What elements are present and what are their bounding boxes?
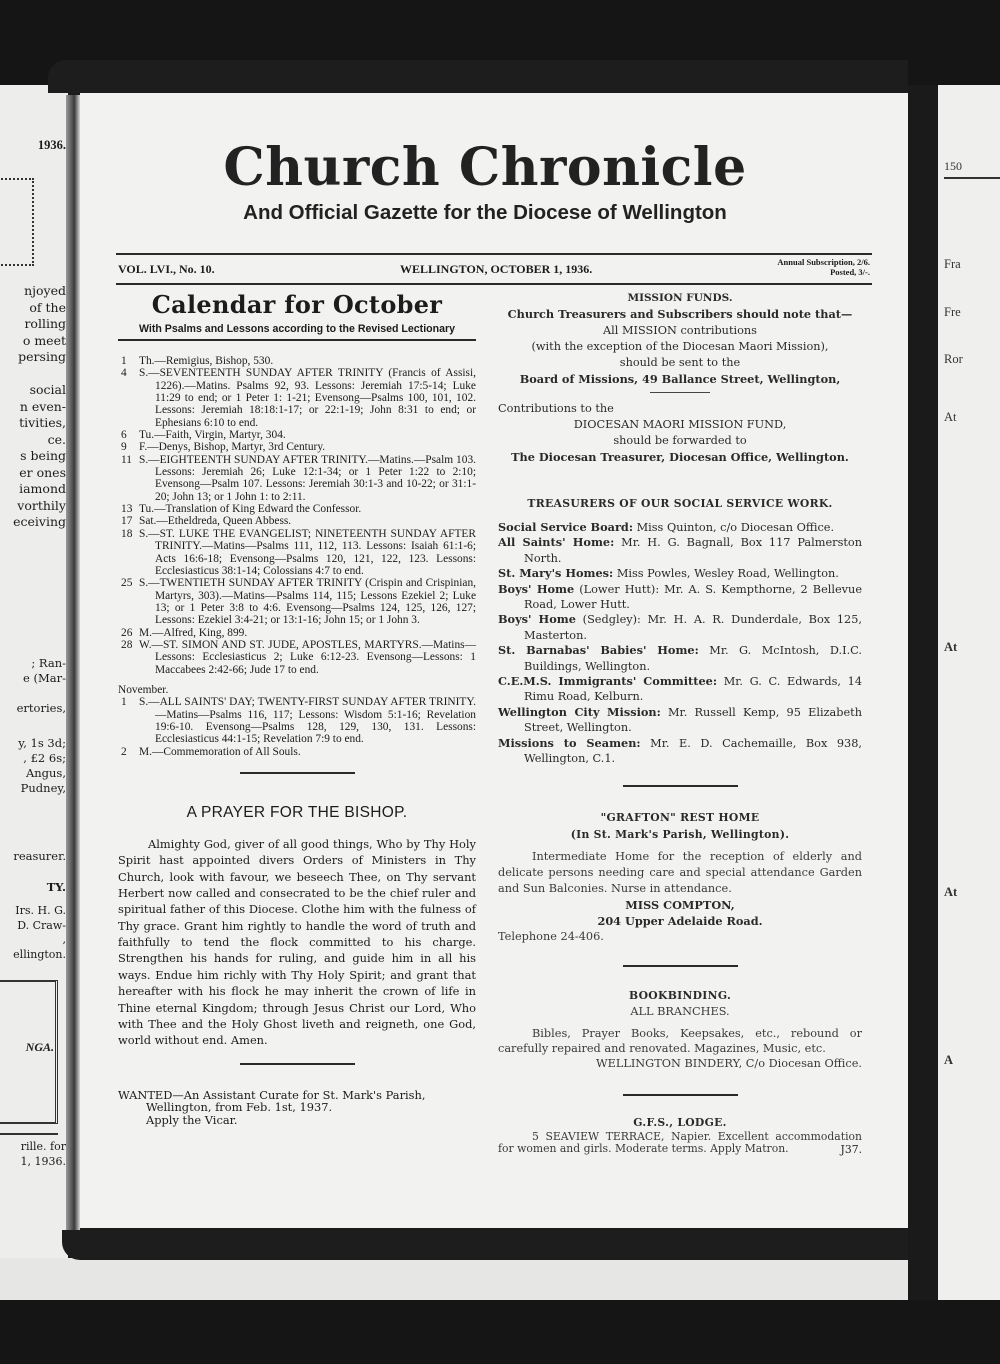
- adjacent-page-right: [938, 85, 1000, 1300]
- section-divider: [240, 1063, 355, 1065]
- calendar-entry: [118, 503, 476, 515]
- left-fragment-line: rille. for: [20, 1140, 66, 1153]
- left-fragment-line: 1, 1936.: [20, 1154, 66, 1168]
- prayer-title: A PRAYER FOR THE BISHOP.: [186, 804, 408, 822]
- treasurer-entry-name: Social Service Board:: [498, 520, 633, 534]
- treasurer-entry-detail: (Lower Hutt): Mr. A. S. Kempthorne, 2 Bellevue Road, Lower Hutt.: [524, 582, 863, 612]
- calendar-november-label: November.: [118, 683, 169, 696]
- left-fragment-line: ce.: [47, 431, 66, 447]
- calendar-entry: [118, 515, 476, 527]
- calendar-entry-day: 1: [121, 355, 127, 367]
- mission-funds-text: Church Treasurers and Subscribers should note that—: [507, 307, 853, 321]
- grafton-body: Intermediate Home for the reception of elderly and delicate persons needing care and special attendance Garden and Sun Balconies. Nurse in attendance.: [498, 849, 862, 895]
- treasurer-entry-name: Boys' Home: [498, 581, 575, 596]
- calendar-entry-day: 13: [121, 503, 133, 516]
- left-fragment-text: TY.: [46, 880, 66, 894]
- grafton-telephone: Telephone 24-406.: [498, 929, 604, 943]
- gfs-lodge-code: J37.: [840, 1142, 862, 1156]
- left-fragment-line: ,: [62, 933, 66, 946]
- left-fragment-line: ellington.: [13, 947, 66, 961]
- calendar-entry-day: 26: [121, 626, 133, 639]
- treasurer-entry-detail: Miss Quinton, c/o Diocesan Office.: [636, 521, 835, 534]
- treasurer-entry: [498, 520, 862, 535]
- treasurer-entry: [498, 566, 862, 581]
- wanted-line: Wellington, from Feb. 1st, 1937.: [146, 1100, 333, 1115]
- treasurer-entry-name: C.E.M.S. Immigrants' Committee:: [498, 674, 718, 689]
- treasurer-entry-name: Boys' Home: [498, 612, 576, 627]
- gfs-lodge-body: 5 SEAVIEW TERRACE, Napier. Excellent accommodation for women and girls. Moderate terms. Apply Matron.: [498, 1129, 862, 1155]
- left-fragment-dotted-box: [0, 178, 34, 266]
- subscription-annual: Annual Subscription, 2/6.: [777, 257, 870, 267]
- left-fragment-rule: [0, 1133, 58, 1135]
- treasurer-entry: [498, 736, 862, 767]
- calendar-entry-text: S.—EIGHTEENTH SUNDAY AFTER TRINITY.—Matins.—Psalm 103. Lessons: Jeremiah 26; Luke 12:1-34; or 1 Peter 1:22 to 2:10; Evensong—Psalm 107. Lessons: Jeremiah 30:1-3 and 10-22; or 31:1-20; John 13; or 1 John 1: to 2:11.: [139, 453, 476, 503]
- mission-funds-line: should be sent to the: [619, 356, 741, 369]
- calendar-entry-day: 28: [121, 638, 133, 651]
- scan-bottom-margin: [0, 1258, 908, 1300]
- calendar-entry-day: 25: [121, 577, 133, 590]
- film-divider-right: [908, 85, 938, 1300]
- treasurer-entry-name: Missions to Seamen:: [498, 735, 641, 750]
- treasurer-entry-detail: (Sedgley): Mr. H. A. R. Dunderdale, Box 125, Masterton.: [524, 613, 863, 642]
- issue-date: WELLINGTON, OCTOBER 1, 1936.: [400, 262, 593, 276]
- calendar-entry-day: 11: [121, 453, 132, 466]
- left-fragment-line: y, 1s 3d;: [18, 736, 66, 750]
- left-fragment-line: [17, 686, 66, 701]
- left-fragment-line: ; Ran-: [31, 656, 66, 670]
- left-fragment-box-text: NGA.: [25, 1040, 54, 1054]
- masthead: [100, 138, 870, 226]
- treasurer-entry-detail: Miss Powles, Wesley Road, Wellington.: [616, 567, 839, 581]
- left-fragment-line: rolling: [24, 316, 66, 331]
- calendar-title: Calendar for October: [151, 290, 443, 319]
- treasurer-entry-name: St. Mary's Homes:: [498, 566, 614, 581]
- calendar-entry: [118, 627, 476, 639]
- treasurer-entry: [498, 535, 862, 566]
- wanted-notice: [118, 1089, 476, 1127]
- left-fragment-text: [13, 283, 66, 531]
- calendar-subtitle: With Psalms and Lessons according to the Revised Lectionary: [118, 322, 476, 341]
- film-border-bottom: [0, 1300, 1000, 1364]
- calendar-entry: [118, 696, 476, 745]
- publication-title: Church Chronicle: [223, 137, 747, 198]
- left-fragment-line: Pudney,: [20, 781, 66, 795]
- right-fragment-line: A: [944, 1053, 954, 1067]
- book-gutter: [66, 95, 80, 1230]
- calendar-entry-text: Sat.—Etheldreda, Queen Abbess.: [139, 515, 292, 528]
- left-fragment-text: [17, 656, 66, 716]
- wanted-line: WANTED—An Assistant Curate for St. Mark's Parish,: [118, 1087, 426, 1102]
- calendar-entry-day: 6: [121, 429, 127, 442]
- masthead-rule-top: [116, 253, 872, 255]
- calendar-entry-text: M.—Alfred, King, 899.: [139, 626, 248, 639]
- calendar-entry: [118, 639, 476, 676]
- calendar-entry: [118, 577, 476, 626]
- left-fragment-line: tivities,: [19, 415, 66, 430]
- left-fragment-line: iamond: [19, 481, 66, 496]
- treasurer-entry-detail: Mr. H. G. Bagnall, Box 117 Palmerston North.: [524, 536, 862, 565]
- calendar-entry-day: 4: [121, 367, 127, 380]
- right-fragment-line: At: [944, 640, 958, 654]
- calendar-entry-day: 1: [121, 696, 127, 709]
- grafton-contact-address: 204 Upper Adelaide Road.: [597, 913, 763, 928]
- calendar-entry-day: 18: [121, 527, 133, 540]
- mission-funds-line: [498, 306, 862, 323]
- section-divider: [650, 392, 710, 393]
- calendar-entry-text: Tu.—Translation of King Edward the Confessor.: [139, 503, 362, 516]
- left-fragment-line: social: [29, 382, 66, 397]
- section-divider: [623, 785, 738, 787]
- treasurer-entry: [498, 582, 862, 613]
- right-fragment-page-number: 150: [944, 159, 962, 173]
- mission-funds-line: DIOCESAN MAORI MISSION FUND,: [573, 418, 787, 431]
- mission-funds-line: All MISSION contributions: [603, 324, 757, 337]
- page-shadow-top: [48, 60, 908, 93]
- treasurer-entry: [498, 643, 862, 674]
- right-fragment-line: Fra: [944, 257, 961, 271]
- page-shadow-bottom: [62, 1230, 908, 1260]
- right-fragment-line: Ror: [944, 352, 963, 366]
- calendar-entry-text: Th.—Remigius, Bishop, 530.: [139, 355, 274, 367]
- left-fragment-year: 1936.: [37, 138, 66, 152]
- left-fragment-line: njoyed: [24, 283, 66, 298]
- calendar-entry-text: F.—Denys, Bishop, Martyr, 3rd Century.: [139, 441, 326, 454]
- treasurers-list: [498, 520, 862, 767]
- right-fragment-line: At: [944, 885, 958, 899]
- calendar-entry-day: 9: [121, 441, 127, 454]
- mission-funds-address: The Diocesan Treasurer, Diocesan Office, Wellington.: [511, 450, 849, 464]
- right-fragment-line: Fre: [944, 305, 961, 319]
- calendar-october-list: [118, 355, 476, 676]
- left-fragment-line: ertories,: [16, 701, 66, 715]
- mission-funds-heading: MISSION FUNDS.: [627, 292, 733, 304]
- mission-funds-address: Board of Missions, 49 Ballance Street, Wellington,: [519, 372, 841, 386]
- calendar-entry-text: S.—ALL SAINTS' DAY; TWENTY-FIRST SUNDAY AFTER TRINITY.—Matins—Psalms 116, 117; Lessons: Wisdom 5:1-16; Revelation 19:6-10. Evensong—Psalms 128, 129, 130, 131. Lessons: Ecclesiasticus 44:1-15; Revelation 7:9 to end.: [139, 696, 476, 746]
- calendar-entry: [118, 429, 476, 441]
- wanted-line: Apply the Vicar.: [146, 1113, 238, 1128]
- right-column: [498, 290, 862, 1156]
- bookbinding-subheading: ALL BRANCHES.: [630, 1004, 730, 1018]
- left-fragment-text: [13, 904, 66, 962]
- treasurer-entry-name: St. Barnabas' Babies' Home:: [498, 643, 699, 658]
- section-divider: [623, 965, 738, 967]
- section-divider: [623, 1094, 738, 1096]
- left-fragment-line: n even-: [19, 398, 66, 414]
- treasurer-entry: [498, 674, 862, 705]
- treasurer-entry-detail: Mr. E. D. Cachemaille, Box 938, Wellington, C.1.: [524, 736, 862, 766]
- calendar-entry-day: 2: [121, 745, 127, 758]
- treasurer-entry: [498, 705, 862, 736]
- mission-funds-line: Contributions to the: [498, 402, 614, 415]
- gfs-lodge-heading: G.F.S., LODGE.: [633, 1115, 727, 1129]
- calendar-entry-text: M.—Commemoration of All Souls.: [139, 745, 301, 758]
- treasurer-entry-name: Wellington City Mission:: [498, 704, 661, 719]
- bookbinding-signoff: WELLINGTON BINDERY, C/o Diocesan Office.: [595, 1056, 862, 1070]
- left-fragment-line: er ones: [19, 464, 66, 480]
- treasurer-entry-detail: Mr. G. C. Edwards, 14 Rimu Road, Kelburn.: [524, 675, 863, 704]
- left-fragment-line: o meet: [22, 332, 66, 348]
- calendar-entry: [118, 528, 476, 577]
- left-fragment-line: persing: [18, 349, 66, 364]
- left-fragment-line: Irs. H. G.: [15, 904, 66, 917]
- adjacent-page-left: [0, 85, 68, 1300]
- calendar-entry: [118, 746, 476, 758]
- subscription-posted: Posted, 3/-.: [830, 267, 870, 277]
- calendar-entry-text: S.—SEVENTEENTH SUNDAY AFTER TRINITY (Francis of Assisi, 1226).—Matins. Psalms 92, 93. Lessons: Jeremiah 17:5-14; Luke 11:29 to end; or 1 Peter 1: 1-21; Evensong—Psalms 100, 101, 102. Lessons: Jeremiah 18:18:1-17; or 22:1-19; John 8:31 to end; or Ephesians 6:10 to end.: [139, 367, 476, 429]
- treasurer-entry-detail: Mr. Russell Kemp, 95 Elizabeth Street, Wellington.: [524, 705, 862, 735]
- calendar-entry: [118, 355, 476, 367]
- right-fragment-line: At: [944, 410, 957, 424]
- left-fragment-text: [21, 1140, 66, 1169]
- publication-subtitle: And Official Gazette for the Diocese of Wellington: [243, 201, 727, 224]
- section-divider: [240, 772, 355, 774]
- left-fragment-line: Angus,: [25, 766, 66, 780]
- volume-number: VOL. LVI., No. 10.: [118, 262, 215, 276]
- grafton-contact-name: MISS COMPTON,: [625, 897, 735, 912]
- left-fragment-line: s being: [20, 448, 66, 463]
- calendar-entry: [118, 441, 476, 453]
- calendar-entry-text: W.—ST. SIMON AND ST. JUDE, APOSTLES, MARTYRS.—Matins—Lessons: Ecclesiasticus 2; Luke 6:12-23. Evensong—Lessons: 1 Maccabees 2:42-66; Jude 17 to end.: [139, 638, 476, 676]
- left-fragment-text: reasurer.: [13, 849, 66, 863]
- left-fragment-line: eceiving: [13, 514, 66, 529]
- issue-info-bar: [118, 258, 870, 280]
- grafton-heading: "GRAFTON" REST HOME: [600, 810, 760, 824]
- subscription-info: [777, 257, 870, 277]
- calendar-entry-text: Tu.—Faith, Virgin, Martyr, 304.: [139, 429, 286, 442]
- mission-funds-line: (with the exception of the Diocesan Maori Mission),: [531, 340, 829, 353]
- treasurer-entry-detail: Mr. G. McIntosh, D.I.C. Buildings, Wellington.: [524, 644, 862, 673]
- calendar-entry: [118, 454, 476, 503]
- treasurer-entry-name: All Saints' Home:: [498, 535, 615, 550]
- left-column: [118, 288, 476, 1127]
- calendar-entry: [118, 367, 476, 429]
- calendar-november-list: [118, 696, 476, 758]
- treasurer-entry: [498, 612, 862, 643]
- left-fragment-line: , £2 6s;: [23, 751, 66, 765]
- left-fragment-line: e (Mar-: [23, 671, 66, 685]
- left-fragment-line: of the: [29, 299, 66, 315]
- left-fragment-line: D. Craw-: [17, 918, 66, 932]
- grafton-subheading: (In St. Mark's Parish, Wellington).: [570, 827, 790, 841]
- calendar-entry-day: 17: [121, 515, 133, 528]
- prayer-body: Almighty God, giver of all good things, Who by Thy Holy Spirit hast appointed divers Orders of Ministers in Thy Church, look with favour, we beseech Thee, on Thy servant Herbert now called and consecrated to be the chief ruler and spiritual father of this Diocese. Clothe him with the fulness of Thy grace. Grant him rightly to handle the word of truth and faithfully to tend the flock committed to his charge. Strengthen his hands for ruling, and guide him in all his ways. Endue him richly with Thy Holy Spirit; and grant that hereafter with his flock he may inherit the crown of life in Thine eternal Kingdom; through Jesus Christ our Lord, Who with Thee and the Holy Ghost liveth and reigneth, one God, world without end. Amen.: [118, 837, 476, 1048]
- left-fragment-line: vorthily: [17, 497, 66, 513]
- mission-funds-line: should be forwarded to: [613, 434, 747, 447]
- calendar-entry-text: S.—TWENTIETH SUNDAY AFTER TRINITY (Crispin and Crispinian, Martyrs, 303).—Matins—Psalms 114, 115; Lessons Ezekiel 2; Luke 13; or 1 Peter 3:8 to 4:6. Evensong—Psalms 124, 125, 126, 127; Lessons: Ezekiel 3:4-21; or 13:1-16; John 15; or 1 John 3.: [139, 577, 476, 627]
- left-fragment-text: [18, 736, 66, 796]
- left-fragment-line: [13, 366, 66, 383]
- treasurers-heading: TREASURERS OF OUR SOCIAL SERVICE WORK.: [527, 497, 833, 510]
- masthead-rule-bottom: [116, 283, 872, 285]
- calendar-entry-text: S.—ST. LUKE THE EVANGELIST; NINETEENTH SUNDAY AFTER TRINITY.—Matins—Psalms 111, 112, 113. Lessons: Isaiah 61:1-6; Acts 16:6-18; Evensong—Psalms 120, 121, 122, 123. Lessons: Ecclesiasticus 38:1-14; Colossians 4:7 to end.: [139, 527, 476, 577]
- bookbinding-body: Bibles, Prayer Books, Keepsakes, etc., rebound or carefully repaired and renovated. Magazines, Music, etc.: [498, 1026, 862, 1055]
- bookbinding-heading: BOOKBINDING.: [628, 988, 732, 1002]
- right-fragment-rule: [944, 177, 1000, 179]
